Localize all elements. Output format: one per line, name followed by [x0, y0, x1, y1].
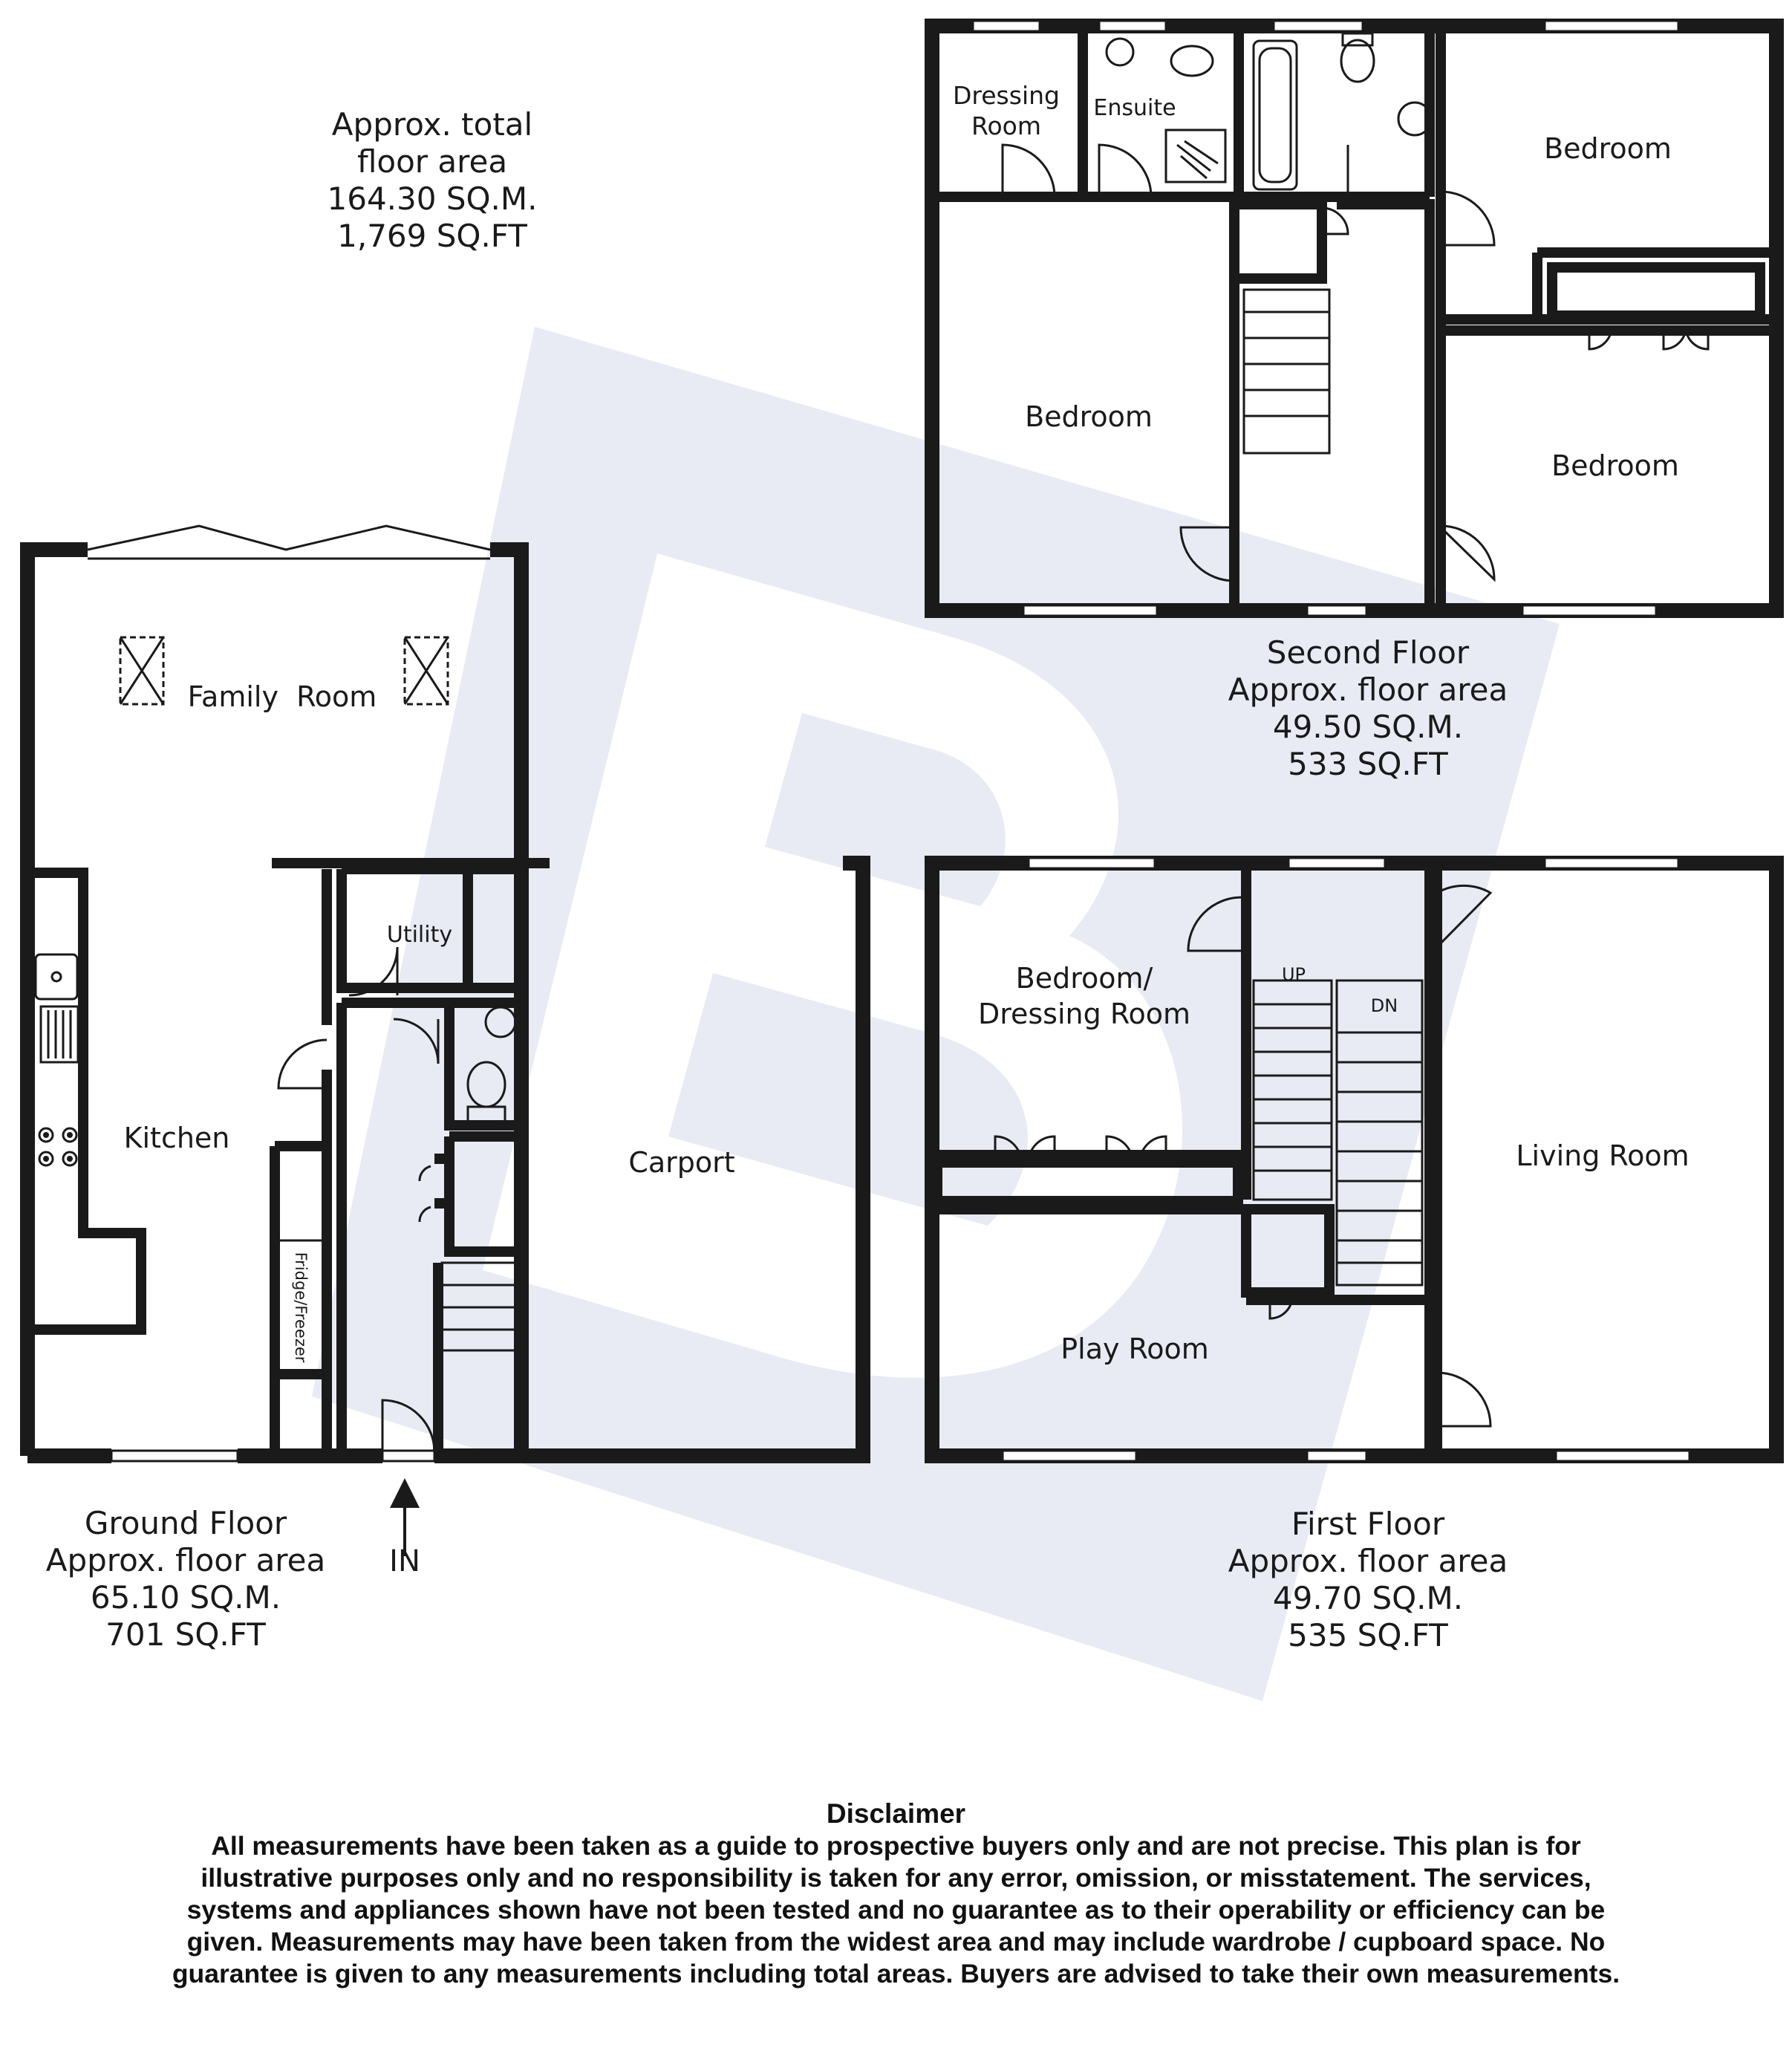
ground-floor-sqft: 701 SQ.FT	[105, 1616, 266, 1653]
first-floor-sqft: 535 SQ.FT	[1288, 1617, 1448, 1653]
label-fridge-freezer: Fridge/Freezer	[292, 1252, 310, 1363]
room-kitchen: Kitchen	[123, 1122, 230, 1154]
room-dressing-room-line2: Room	[971, 111, 1041, 140]
total-area-line2: floor area	[356, 143, 508, 180]
toilet-icon-second	[1341, 33, 1374, 82]
room-bedroom-second-right-top: Bedroom	[1544, 132, 1672, 165]
disclaimer-body: All measurements have been taken as a guide to prospective buyers only and are not precise. This plan is for illustrative purposes only and no responsibility is taken for any error, omission, or misstatement. The services, systems and appliances shown have not been tested and no guarantee as to their operability or efficiency can be given. Measurements may have been taken from the widest area and may include wardrobe / cupboard space. No guarantee is given to any measurements including total areas. Buyers are advised to take their own measurements.	[172, 1831, 1620, 1988]
drainer-icon	[41, 1006, 78, 1062]
entrance-label: IN	[389, 1544, 420, 1578]
first-floor-area-label: Approx. floor area	[1228, 1543, 1508, 1579]
room-family-room: Family Room	[187, 680, 377, 713]
first-floor-title: First Floor	[1291, 1506, 1445, 1542]
room-play-room: Play Room	[1060, 1333, 1209, 1365]
shower-icon	[1166, 130, 1225, 182]
ground-floor-sqm: 65.10 SQ.M.	[90, 1579, 281, 1616]
room-bedroom-dressing-line1: Bedroom/	[1015, 962, 1153, 995]
disclaimer	[149, 1798, 1643, 1990]
room-ensuite: Ensuite	[1093, 95, 1176, 121]
second-floor-area-label: Approx. floor area	[1228, 671, 1508, 708]
room-bedroom-second-left: Bedroom	[1025, 400, 1153, 433]
skylight-left	[120, 637, 163, 704]
total-area-sqm: 164.30 SQ.M.	[327, 180, 538, 217]
second-floor-title: Second Floor	[1266, 634, 1470, 671]
room-living-room: Living Room	[1516, 1139, 1690, 1172]
stairs-down-label: DN	[1370, 995, 1398, 1016]
total-area-line1: Approx. total	[331, 106, 533, 143]
room-bedroom-dressing-line2: Dressing Room	[977, 998, 1191, 1030]
total-area-sqft: 1,769 SQ.FT	[337, 218, 527, 254]
skylight-right	[405, 637, 448, 704]
second-floor-sqm: 49.50 SQ.M.	[1272, 709, 1464, 745]
ensuite-basin-icon	[1107, 39, 1133, 65]
disclaimer-title: Disclaimer	[826, 1798, 966, 1829]
bath-icon	[1254, 41, 1297, 189]
ground-floor-area-label: Approx. floor area	[45, 1542, 326, 1578]
room-utility: Utility	[386, 922, 453, 948]
ground-floor-title: Ground Floor	[84, 1505, 287, 1541]
ensuite-toilet-icon	[1171, 46, 1213, 76]
second-floor-sqft: 533 SQ.FT	[1288, 746, 1448, 782]
room-bedroom-second-right-bottom: Bedroom	[1551, 449, 1679, 482]
stairs-up-label: UP	[1281, 964, 1306, 985]
room-carport: Carport	[628, 1146, 735, 1179]
first-floor-sqm: 49.70 SQ.M.	[1272, 1580, 1464, 1616]
room-dressing-room-line1: Dressing	[953, 81, 1060, 110]
sink-icon	[36, 954, 77, 999]
hob-icon	[39, 1128, 76, 1165]
